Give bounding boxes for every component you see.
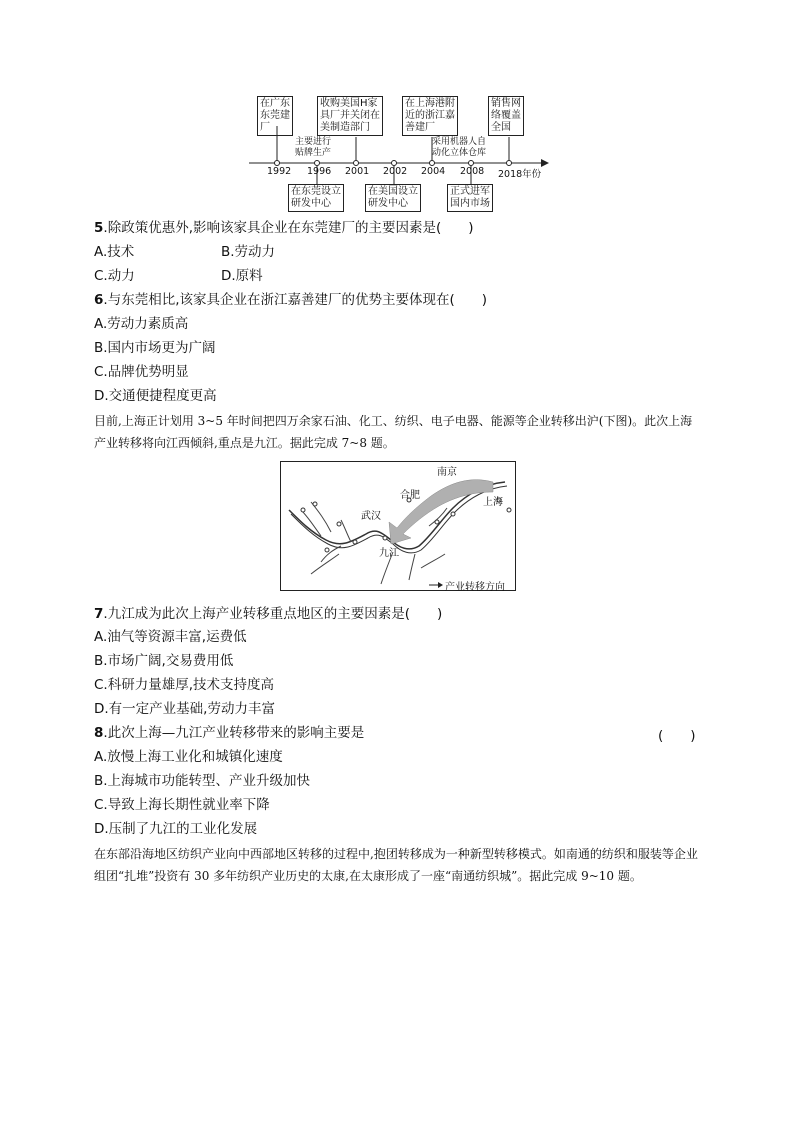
q8-option-d[interactable]: D.压制了九江的工业化发展 <box>94 821 258 837</box>
timeline-note-1996: 主要进行 贴牌生产 <box>295 137 332 158</box>
timeline-event-2001: 收购美国H家 具厂并关闭在 美制造部门 <box>317 96 383 136</box>
year-2004: 2004 <box>421 166 446 177</box>
river-map-drawing <box>281 462 517 592</box>
city-hefei: 合肥 <box>400 490 420 501</box>
company-timeline-figure <box>245 92 555 216</box>
question-8: 8.此次上海—九江产业转移带来的影响主要是 <box>94 725 365 741</box>
year-2002: 2002 <box>383 166 408 177</box>
question-5: 5.除政策优惠外,影响该家具企业在东莞建厂的主要因素是( ) <box>94 220 474 236</box>
q8-option-c[interactable]: C.导致上海长期性就业率下降 <box>94 797 270 813</box>
year-2008: 2008 <box>460 166 485 177</box>
timeline-event-1996: 在东莞设立 研发中心 <box>288 184 344 212</box>
q6-option-d[interactable]: D.交通便捷程度更高 <box>94 388 217 404</box>
q5-option-b[interactable]: B.劳动力 <box>221 244 276 260</box>
year-1996: 1996 <box>307 166 332 177</box>
q7-option-d[interactable]: D.有一定产业基础,劳动力丰富 <box>94 701 275 717</box>
q6-option-a[interactable]: A.劳动力素质高 <box>94 316 189 332</box>
q7-option-a[interactable]: A.油气等资源丰富,运费低 <box>94 629 247 645</box>
q6-option-c[interactable]: C.品牌优势明显 <box>94 364 189 380</box>
q8-option-b[interactable]: B.上海城市功能转型、产业升级加快 <box>94 773 311 789</box>
year-2001: 2001 <box>345 166 370 177</box>
q7-option-b[interactable]: B.市场广阔,交易费用低 <box>94 653 234 669</box>
timeline-note-2008: 采用机器人自 动化立体仓库 <box>432 137 487 158</box>
city-jiujiang: 九江 <box>379 548 399 559</box>
q8-option-a[interactable]: A.放慢上海工业化和城镇化速度 <box>94 749 283 765</box>
q5-option-a[interactable]: A.技术 <box>94 244 135 260</box>
question-7: 7.九江成为此次上海产业转移重点地区的主要因素是( ) <box>94 606 443 622</box>
question-6: 6.与东莞相比,该家具企业在浙江嘉善建厂的优势主要体现在( ) <box>94 292 488 308</box>
map-legend: 产业转移方向 <box>445 582 505 593</box>
year-2018: 2018年份 <box>498 169 542 180</box>
q8-answer-paren: ( ) <box>658 728 696 744</box>
passage-textile-transfer: 在东部沿海地区纺织产业向中西部地区转移的过程中,抱团转移成为一种新型转移模式。如南通的纺织和服装等企业组团“扎堆”投资有 30 多年纺织产业历史的太康,在太康形成了一座“南通纺织城”。据此完成 9~10 题。 <box>94 847 698 883</box>
timeline-event-2008: 正式进军 国内市场 <box>447 184 493 212</box>
timeline-event-2018: 销售网 络覆盖 全国 <box>488 96 524 136</box>
year-1992: 1992 <box>267 166 292 177</box>
timeline-event-2004: 在上海港附 近的浙江嘉 善建厂 <box>402 96 458 136</box>
city-shanghai: 上海 <box>483 497 503 508</box>
q7-option-c[interactable]: C.科研力量雄厚,技术支持度高 <box>94 677 275 693</box>
industry-transfer-map <box>280 461 516 591</box>
timeline-event-2002: 在美国设立 研发中心 <box>365 184 421 212</box>
q6-option-b[interactable]: B.国内市场更为广阔 <box>94 340 216 356</box>
city-nanjing: 南京 <box>437 467 457 478</box>
city-wuhan: 武汉 <box>361 511 381 522</box>
passage-shanghai-transfer: 目前,上海正计划用 3~5 年时间把四万余家石油、化工、纺织、电子电器、能源等企业转移出沪(下图)。此次上海产业转移将向江西倾斜,重点是九江。据此完成 7~8 题。 <box>94 414 693 450</box>
q5-option-d[interactable]: D.原料 <box>221 268 263 284</box>
timeline-event-1992: 在广东 东莞建 厂 <box>257 96 293 136</box>
q5-option-c[interactable]: C.动力 <box>94 268 135 284</box>
